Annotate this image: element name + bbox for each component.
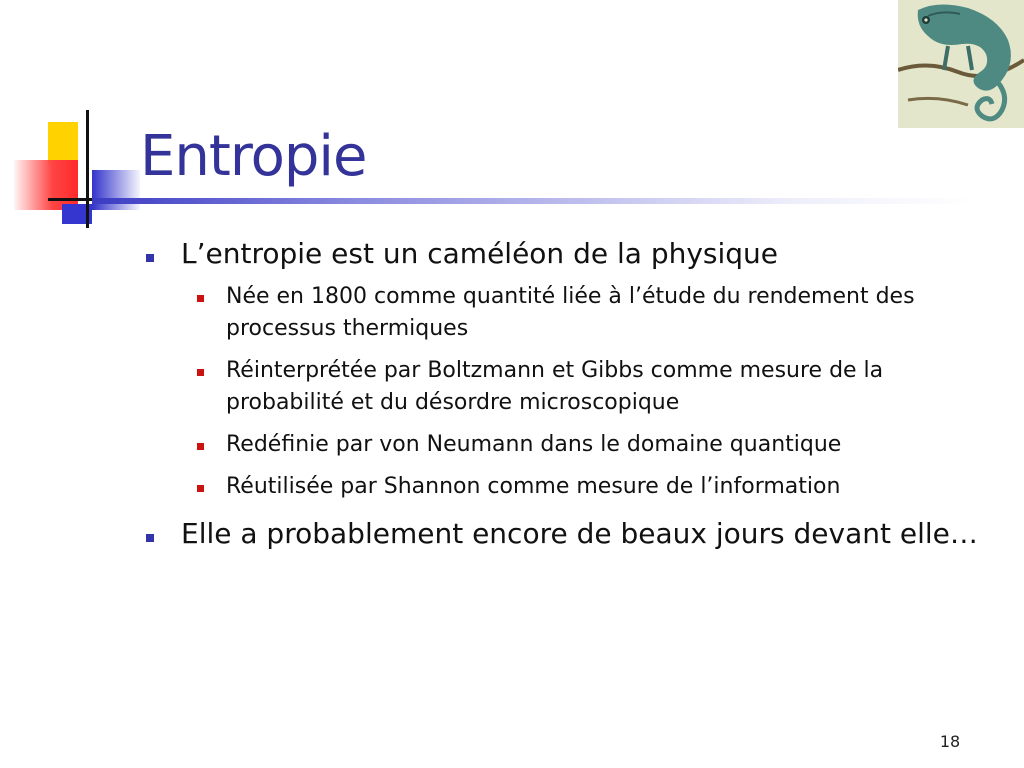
blue-square <box>92 170 140 210</box>
red-square-bullet-icon <box>197 295 204 302</box>
bullet-list <box>140 230 1000 553</box>
bullet-text: Elle a probablement encore de beaux jours devant elle… <box>181 517 978 550</box>
sub-bullet-item <box>140 429 1000 461</box>
sub-bullet-text: Réinterprétée par Boltzmann et Gibbs comme mesure de la probabilité et du désordre microscopique <box>226 358 884 415</box>
sub-bullet-text: Réutilisée par Shannon comme mesure de l’information <box>226 474 841 499</box>
red-square-bullet-icon <box>197 369 204 376</box>
yellow-square <box>48 122 78 164</box>
red-square <box>14 160 78 210</box>
bullet-text: L’entropie est un caméléon de la physique <box>181 237 779 270</box>
page-number: 18 <box>939 732 961 751</box>
sub-bullet-item <box>140 355 1000 419</box>
red-square-bullet-icon <box>197 485 204 492</box>
sub-bullet-text: Née en 1800 comme quantité liée à l’étude du rendement des processus thermiques <box>226 284 915 341</box>
bullet-item <box>140 235 1000 273</box>
chameleon-icon <box>898 0 1024 128</box>
colored-squares-logo <box>0 100 150 230</box>
slide-title: Entropie <box>140 124 367 189</box>
title-underline <box>92 198 972 204</box>
blue-square-bullet-icon <box>146 254 154 262</box>
sub-bullet-item <box>140 281 1000 345</box>
bullet-item <box>140 515 1000 553</box>
logo-vertical-line <box>86 110 89 228</box>
sub-bullet-text: Redéfinie par von Neumann dans le domaine quantique <box>226 432 842 457</box>
red-square-bullet-icon <box>197 443 204 450</box>
blue-square-bullet-icon <box>146 534 154 542</box>
sub-bullet-item <box>140 471 1000 503</box>
